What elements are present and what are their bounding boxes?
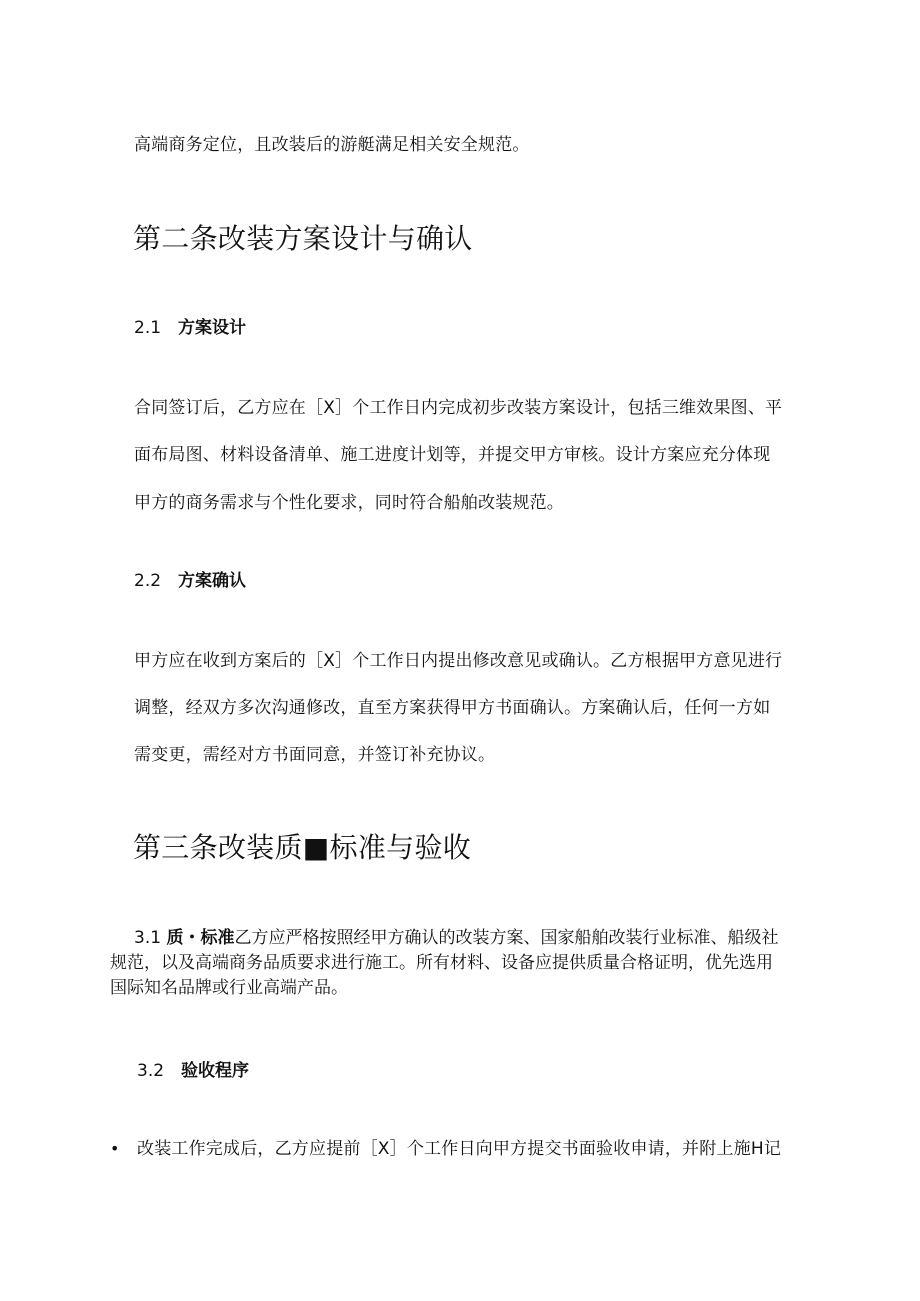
paragraph-2-2-line-3: 需变更，需经对方书面同意，并签订补充协议。 bbox=[134, 745, 496, 765]
article-3-heading: 第三条改装质■标准与验收 bbox=[133, 831, 472, 864]
paragraph-2-2-line-1: 甲方应在收到方案后的［X］个工作日内提出修改意见或确认。乙方根据甲方意见进行 bbox=[134, 651, 783, 671]
paragraph-2-1-line-3: 甲方的商务需求与个性化要求，同时符合船舶改装规范。 bbox=[134, 493, 564, 513]
paragraph-2-1-line-1: 合同签订后，乙方应在［X］个工作日内完成初步改装方案设计，包括三维效果图、平 bbox=[134, 398, 783, 418]
section-3-2-heading bbox=[137, 1060, 249, 1082]
bullet-item-text: 改装工作完成后，乙方应提前［X］个工作日向甲方提交书面验收申请，并附上施H记 bbox=[137, 1139, 782, 1159]
paragraph-2-1-line-2: 面布局图、材料设备清单、施工进度计划等，并提交甲方审核。设计方案应充分体现 bbox=[134, 445, 771, 465]
paragraph-3-1-line-3: 国际知名品牌或行业高端产品。 bbox=[110, 978, 348, 998]
section-2-2-heading bbox=[134, 570, 246, 592]
paragraph-3-1-line-2: 规范，以及高端商务品质要求进行施工。所有材料、设备应提供质量合格证明，优先选用 bbox=[110, 953, 773, 973]
paragraph-2-2-line-2: 调整，经双方多次沟通修改，直至方案获得甲方书面确认。方案确认后，任何一方如 bbox=[134, 698, 771, 718]
section-3-1-number: 3.1 bbox=[134, 928, 162, 948]
section-2-2-number: 2.2 bbox=[134, 571, 162, 591]
paragraph-3-1-line-1 bbox=[110, 926, 790, 951]
paragraph-3-1-text: 乙方应严格按照经甲方确认的改装方案、国家船舶改装行业标准、船级社 bbox=[234, 928, 779, 948]
section-2-1-title: 方案设计 bbox=[178, 318, 246, 338]
section-2-1-number: 2.1 bbox=[134, 318, 162, 338]
continuation-text: 高端商务定位，且改装后的游艇满足相关安全规范。 bbox=[134, 135, 530, 155]
section-2-1-heading bbox=[134, 317, 246, 339]
section-3-2-number: 3.2 bbox=[137, 1061, 165, 1081]
section-2-2-title: 方案确认 bbox=[178, 571, 246, 591]
section-3-1-title: 质・标准 bbox=[166, 928, 235, 948]
paragraph-3-1 bbox=[110, 926, 790, 1001]
section-3-2-title: 验收程序 bbox=[181, 1061, 249, 1081]
bullet-marker: • bbox=[110, 1139, 120, 1158]
article-2-heading: 第二条改装方案设计与确认 bbox=[133, 222, 473, 255]
